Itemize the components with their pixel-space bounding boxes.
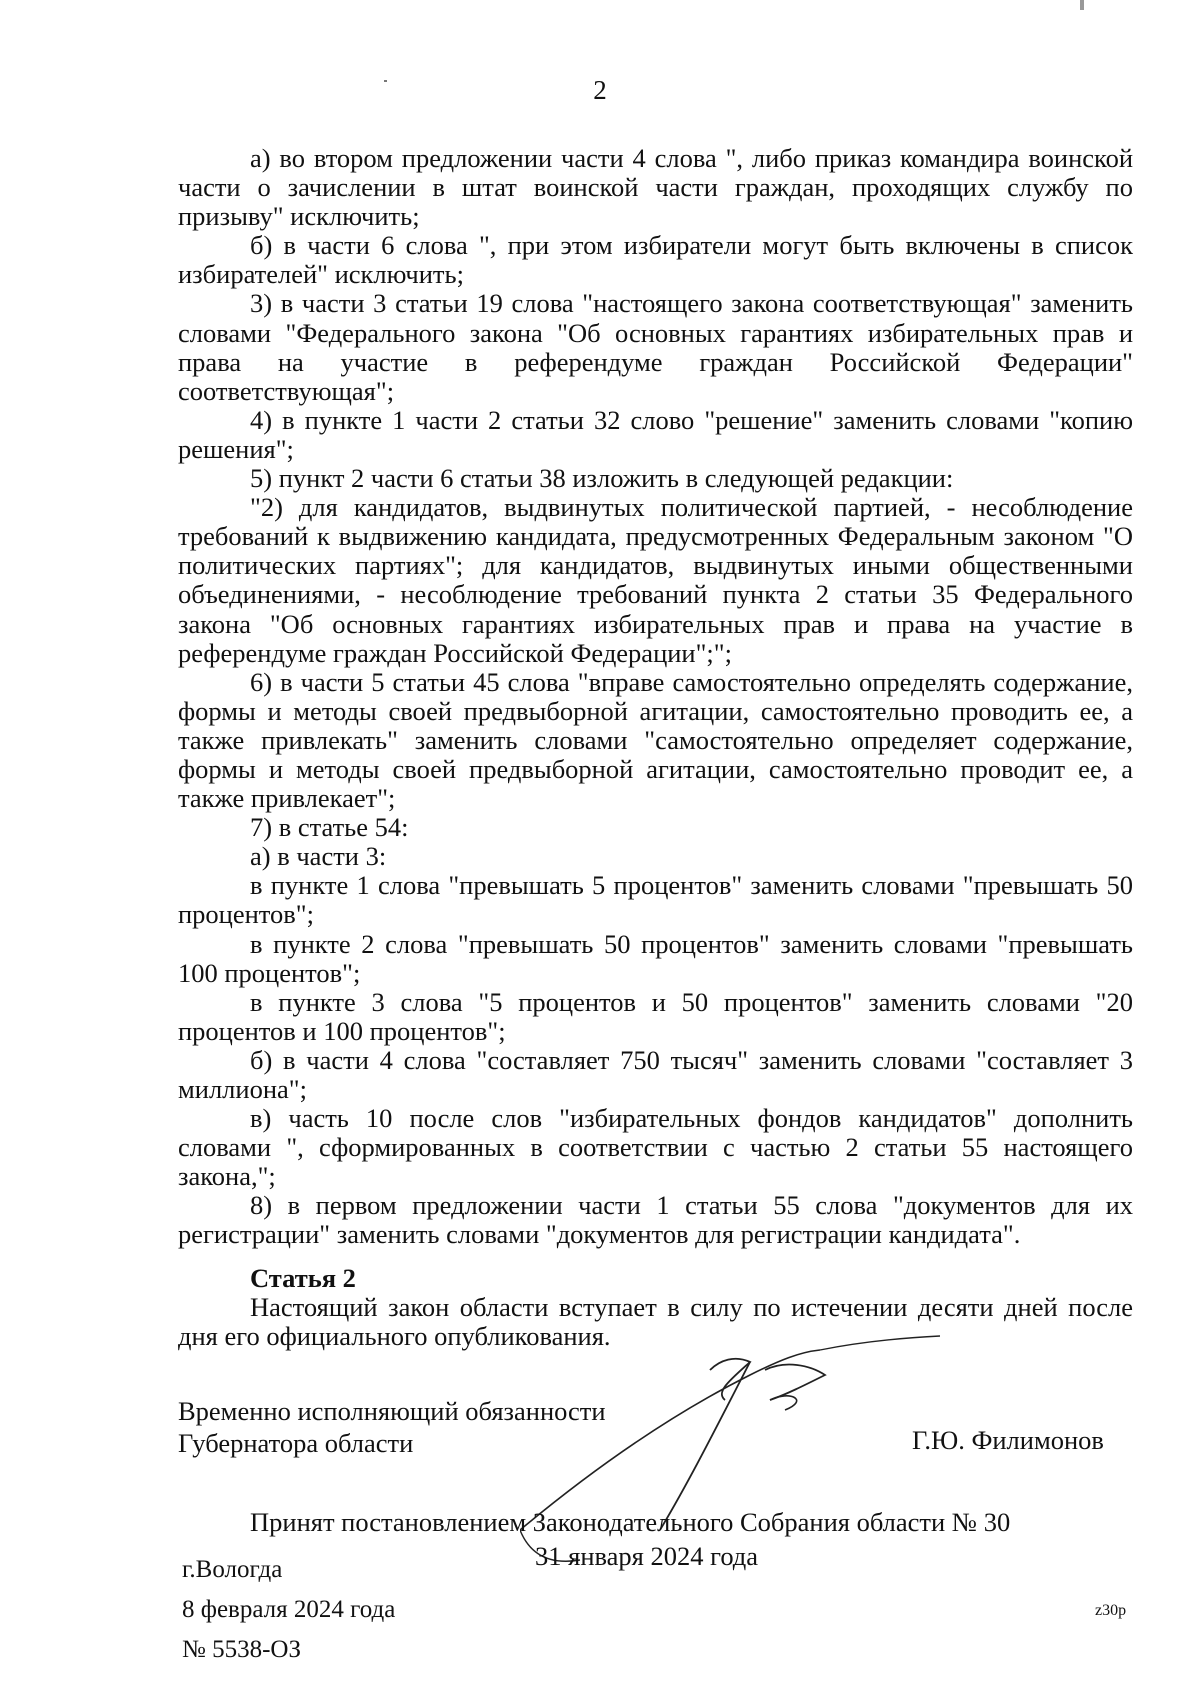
article-2-text: Настоящий закон области вступает в силу по истечении десяти дней после дня его официального опубликования. — [178, 1291, 1133, 1351]
paragraph-4: 4) в пункте 1 части 2 статьи 32 слово "решение" заменить словами "копию решения"; — [178, 404, 1133, 464]
paragraph-5-quote: "2) для кандидатов, выдвинутых политической партией, - несоблюдение требований к выдвижению кандидата, предусмотренных Федеральным законом "О политических партиях"; для кандидатов, выдвинутых иными общественными объединениями, - несоблюдение требований пункта 2 статьи 35 Федерального закона "Об основных гарантиях избирательных прав и права на участие в референдуме граждан Российской Федерации";"; — [178, 492, 1133, 668]
article-2-heading: Статья 2 — [250, 1262, 356, 1293]
adoption-date: 31 января 2024 года — [535, 1541, 759, 1571]
law-details — [182, 1550, 395, 1670]
adoption-text: Принят постановлением Законодательного Собрания области № 30 — [250, 1507, 1011, 1537]
paragraph-a-part4: а) во втором предложении части 4 слова ", либо приказ командира воинской части о зачислении в штат воинской части граждан, проходящих службу по призыву" исключить; — [178, 143, 1133, 232]
signatory-position-line2: Губернатора области — [178, 1428, 414, 1458]
paragraph-b-part6: б) в части 6 слова ", при этом избиратели могут быть включены в список избирателей" исключить; — [178, 230, 1133, 290]
paragraph-8: 8) в первом предложении части 1 статьи 55 слова "документов для их регистрации" заменить словами "документов для регистрации кандидата". — [178, 1190, 1133, 1250]
paragraph-3: 3) в части 3 статьи 19 слова "настоящего закона соответствующая" заменить словами "Федерального закона "Об основных гарантиях избирательных прав и права на участие в референдуме граждан Российской Федерации" соответствующая"; — [178, 288, 1133, 406]
law-number: № 5538-ОЗ — [182, 1636, 302, 1663]
scan-edge-mark — [1080, 0, 1084, 10]
place: г.Вологда — [182, 1556, 283, 1583]
signatory-name: Г.Ю. Филимонов — [912, 1425, 1104, 1455]
paragraph-7: 7) в статье 54: — [250, 812, 409, 843]
signatory-position-line1: Временно исполняющий обязанности — [178, 1396, 606, 1426]
paragraph-7a-item3: в пункте 3 слова "5 процентов и 50 процентов" заменить словами "20 процентов и 100 процентов"; — [178, 986, 1133, 1046]
paragraph-7a: а) в части 3: — [250, 841, 387, 872]
paragraph-5: 5) пункт 2 части 6 статьи 38 изложить в следующей редакции: — [250, 463, 954, 494]
paragraph-7a-item2: в пункте 2 слова "превышать 50 процентов" заменить словами "превышать 100 процентов"; — [178, 928, 1133, 988]
signing-date: 8 февраля 2024 года — [182, 1596, 396, 1623]
page-number: 2 — [593, 75, 607, 105]
paragraph-6: 6) в части 5 статьи 45 слова "вправе самостоятельно определять содержание, формы и методы своей предвыборной агитации, самостоятельно проводить ее, а также привлекать" заменить словами "самостоятельно определяет содержание, формы и методы своей предвыборной агитации, самостоятельно проводит ее, а также привлекает"; — [178, 666, 1133, 814]
paragraph-7a-item1: в пункте 1 слова "превышать 5 процентов" заменить словами "превышать 50 процентов"; — [178, 870, 1133, 930]
document-body — [178, 144, 1133, 1351]
footer-code: z30p — [1095, 1602, 1127, 1619]
paragraph-7v: в) часть 10 после слов "избирательных фондов кандидатов" дополнить словами ", сформированных в соответствии с частью 2 статьи 55 настоящего закона,"; — [178, 1103, 1133, 1192]
paragraph-7b: б) в части 4 слова "составляет 750 тысяч" заменить словами "составляет 3 миллиона"; — [178, 1044, 1133, 1104]
